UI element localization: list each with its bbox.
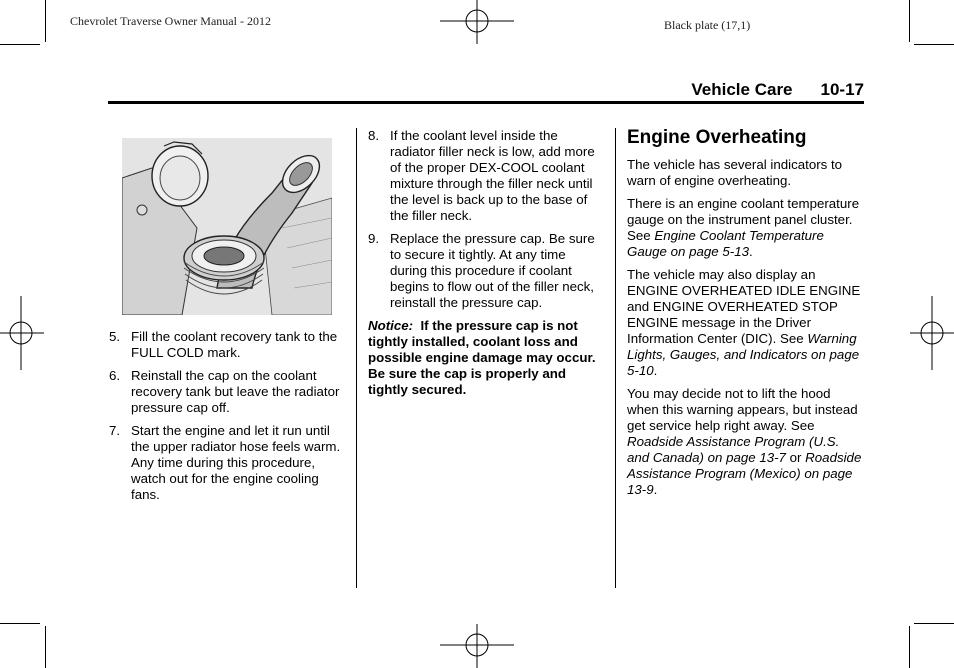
steps-list-col2 (368, 128, 604, 311)
list-item: 8. If the coolant level inside the radiator filler neck is low, add more of the proper DEX-COOL coolant mixture through the filler neck until the level is back up to the base of the filler neck. (368, 128, 595, 223)
crop-mark-br-h (914, 623, 954, 624)
column-2 (368, 128, 604, 398)
step-text: Reinstall the cap on the coolant recovery tank but leave the radiator pressure cap off. (131, 368, 340, 415)
manual-title: Chevrolet Traverse Owner Manual - 2012 (70, 14, 271, 28)
section-heading: Engine Overheating (627, 127, 807, 148)
paragraph: The vehicle may also display an ENGINE OVERHEATED IDLE ENGINE and ENGINE OVERHEATED STOP ENGINE message in the Driver Information Center (DIC). See Warning Lights, Gauges, and Indicators on page 5-10. (627, 267, 861, 378)
list-item: 7. Start the engine and let it run until the upper radiator hose feels warm. Any time during this procedure, watch out for the engine cooling fans. (109, 423, 341, 502)
step-text: If the coolant level inside the radiator filler neck is low, add more of the proper DEX-COOL coolant mixture through the filler neck until the level is back up to the base of the filler neck. (390, 128, 595, 223)
cross-reference: Engine Coolant Temperature Gauge on page 5-13 (627, 228, 824, 259)
crop-mark-bl-v (45, 626, 46, 668)
steps-list-col1 (109, 329, 341, 510)
crop-mark-tr-v (909, 0, 910, 42)
paragraph: You may decide not to lift the hood when this warning appears, but instead get service help right away. See Roadside Assistance Program (U.S. and Canada) on page 13-7 or Roadside Assistance Program (Mexico) on page 13-9. (627, 386, 862, 497)
paragraph: There is an engine coolant temperature gauge on the instrument panel cluster. See Engine Coolant Temperature Gauge on page 5-13. (627, 196, 860, 259)
crop-mark-tr-h (914, 44, 954, 45)
cross-reference: Roadside Assistance Program (Mexico) on page 13-9 (627, 450, 862, 497)
paragraph: The vehicle has several indicators to warn of engine overheating. (627, 157, 843, 188)
page-number: 10-17 (820, 80, 864, 99)
registration-mark-top-icon (440, 0, 515, 45)
list-item: 6. Reinstall the cap on the coolant recovery tank but leave the radiator pressure cap off. (109, 368, 340, 415)
notice-paragraph (368, 318, 604, 398)
registration-mark-right-icon (910, 296, 954, 371)
registration-mark-left-icon (0, 296, 44, 371)
notice-label: Notice: (368, 318, 414, 333)
column-3 (627, 127, 863, 505)
cross-reference: Roadside Assistance Program (U.S. and Canada) on page 13-7 (627, 434, 840, 465)
list-item: 9. Replace the pressure cap. Be sure to secure it tightly. At any time during this procedure if coolant begins to flow out of the filler neck, reinstall the pressure cap. (368, 231, 595, 310)
step-text: Fill the coolant recovery tank to the FULL COLD mark. (131, 329, 338, 360)
list-item: 5. Fill the coolant recovery tank to the FULL COLD mark. (109, 329, 338, 360)
column-divider-2 (615, 128, 616, 588)
crop-mark-tl-v (45, 0, 46, 42)
crop-mark-tl-h (0, 44, 40, 45)
section-title: Vehicle Care (691, 80, 793, 99)
section-header (691, 80, 864, 100)
crop-mark-bl-h (0, 623, 40, 624)
plate-label: Black plate (17,1) (664, 18, 751, 32)
column-divider-1 (356, 128, 357, 588)
step-text: Replace the pressure cap. Be sure to secure it tightly. At any time during this procedure if coolant begins to flow out of the filler neck, reinstall the pressure cap. (390, 231, 595, 310)
header-rule (108, 101, 864, 104)
cross-reference: Warning Lights, Gauges, and Indicators on page 5-10 (627, 331, 860, 378)
crop-mark-br-v (909, 626, 910, 668)
notice-text: If the pressure cap is not tightly installed, coolant loss and possible engine damage may occur. Be sure the cap is properly and tightly secured. (368, 318, 596, 397)
coolant-filler-neck-illustration (122, 138, 332, 315)
registration-mark-bottom-icon (440, 624, 515, 668)
step-text: Start the engine and let it run until the upper radiator hose feels warm. Any time during this procedure, watch out for the engine cooling fans. (131, 423, 341, 502)
